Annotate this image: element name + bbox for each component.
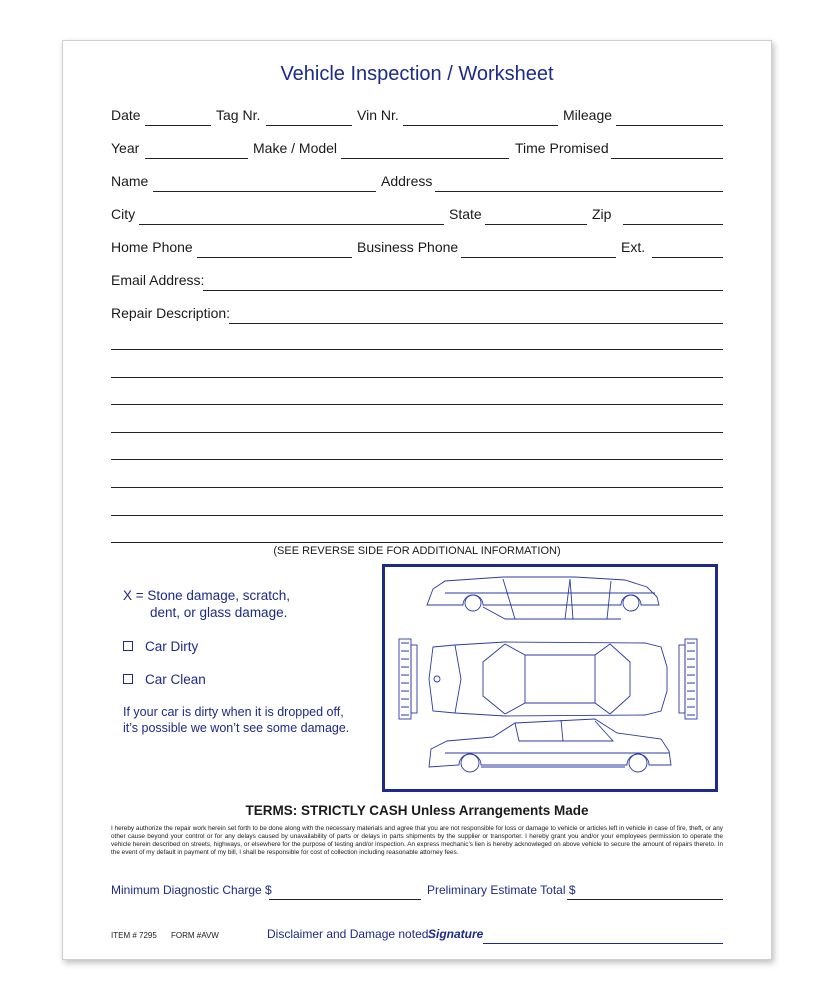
- dirty-note-line-1: If your car is dirty when it is dropped off,: [123, 705, 344, 719]
- repair-line[interactable]: [111, 377, 723, 378]
- repair-description-label: Repair Description:: [111, 305, 231, 321]
- zip-label: Zip: [592, 206, 612, 222]
- prelim-estimate-label: Preliminary Estimate Total $: [427, 883, 576, 897]
- repair-line[interactable]: [111, 487, 723, 488]
- business-phone-label: Business Phone: [357, 239, 459, 255]
- repair-line[interactable]: [111, 432, 723, 433]
- business-phone-field[interactable]: [461, 257, 616, 258]
- repair-line[interactable]: [111, 515, 723, 516]
- row-city-state-zip: [111, 206, 723, 226]
- date-label: Date: [111, 107, 141, 123]
- address-label: Address: [381, 173, 433, 189]
- row-phones: [111, 239, 723, 259]
- repair-line[interactable]: [111, 349, 723, 350]
- make-model-field[interactable]: [341, 158, 509, 159]
- item-number: ITEM # 7295: [111, 931, 157, 940]
- row-charges: [111, 883, 723, 903]
- vin-field[interactable]: [403, 125, 558, 126]
- signature-label: Signature: [428, 927, 484, 941]
- dirty-note-line-2: it’s possible we won’t see some damage.: [123, 721, 350, 735]
- city-field[interactable]: [139, 224, 444, 225]
- time-promised-label: Time Promised: [515, 140, 609, 156]
- car-clean-checkbox[interactable]: [123, 674, 133, 684]
- form-number: FORM #AVW: [171, 931, 219, 940]
- damage-legend-line-1: X = Stone damage, scratch,: [123, 588, 290, 603]
- signature-field[interactable]: [483, 943, 723, 944]
- car-dirty-label: Car Dirty: [145, 639, 199, 654]
- home-phone-field[interactable]: [197, 257, 352, 258]
- authorization-fine-print: I hereby authorize the repair work herein set forth to be done along with the necessary materials and agree that you are not responsible for loss or damage to vehicle or articles left in vehicle in case of fire, theft, or any other cause beyond your control or for any delays caused by unavailability of parts or delays in parts shipments by the supplier or transporter. I hereby grant you and/or your employees permission to operate the vehicle herein described on streets, highways, or elsewhere for the purpose of testing and/or inspection. An express mechanic’s lien is hereby acknowleged on above vehicle to secure the amount of repairs thereto. In the event of my default in payment of my bill, I shall be responsible for cost of collection including reasonable attorney fees.: [111, 825, 723, 856]
- row-signature: [111, 927, 723, 947]
- disclaimer-label: Disclaimer and Damage noted:: [267, 927, 432, 941]
- city-label: City: [111, 206, 136, 222]
- state-label: State: [449, 206, 482, 222]
- terms-heading: TERMS: STRICTLY CASH Unless Arrangements Made: [245, 803, 589, 818]
- row-name-address: [111, 173, 723, 193]
- inspection-form-sheet: [62, 40, 772, 960]
- prelim-estimate-field[interactable]: [567, 899, 723, 900]
- car-outline-illustration: [385, 567, 715, 789]
- form-title: Vehicle Inspection / Worksheet: [280, 63, 554, 85]
- repair-line[interactable]: [111, 404, 723, 405]
- repair-line[interactable]: [111, 542, 723, 543]
- email-field[interactable]: [203, 290, 723, 291]
- address-field[interactable]: [435, 191, 723, 192]
- min-diagnostic-label: Minimum Diagnostic Charge $: [111, 883, 272, 897]
- car-clean-option[interactable]: [123, 671, 206, 688]
- car-dirty-option[interactable]: [123, 638, 198, 655]
- mileage-label: Mileage: [563, 107, 613, 123]
- year-field[interactable]: [145, 158, 248, 159]
- name-label: Name: [111, 173, 149, 189]
- year-label: Year: [111, 140, 140, 156]
- ext-label: Ext.: [621, 239, 646, 255]
- date-field[interactable]: [145, 125, 211, 126]
- home-phone-label: Home Phone: [111, 239, 193, 255]
- row-date-tag-vin-mileage: [111, 107, 723, 127]
- ext-field[interactable]: [652, 257, 723, 258]
- time-promised-field[interactable]: [611, 158, 723, 159]
- zip-field[interactable]: [623, 224, 723, 225]
- min-diagnostic-field[interactable]: [269, 899, 421, 900]
- state-field[interactable]: [485, 224, 587, 225]
- car-dirty-checkbox[interactable]: [123, 641, 133, 651]
- mileage-field[interactable]: [616, 125, 723, 126]
- repair-line[interactable]: [111, 459, 723, 460]
- tag-label: Tag Nr.: [216, 107, 261, 123]
- tag-field[interactable]: [266, 125, 352, 126]
- row-repair-description: [111, 305, 723, 325]
- vin-label: Vin Nr.: [357, 107, 399, 123]
- name-field[interactable]: [153, 191, 376, 192]
- car-clean-label: Car Clean: [145, 672, 206, 687]
- repair-description-field[interactable]: [229, 323, 723, 324]
- vehicle-damage-diagram[interactable]: [382, 564, 718, 792]
- row-year-make-time: [111, 140, 723, 160]
- email-label: Email Address:: [111, 272, 205, 288]
- make-model-label: Make / Model: [253, 140, 338, 156]
- row-email: [111, 272, 723, 292]
- damage-legend-line-2: dent, or glass damage.: [150, 605, 288, 620]
- reverse-side-note: (SEE REVERSE SIDE FOR ADDITIONAL INFORMATION): [273, 545, 561, 557]
